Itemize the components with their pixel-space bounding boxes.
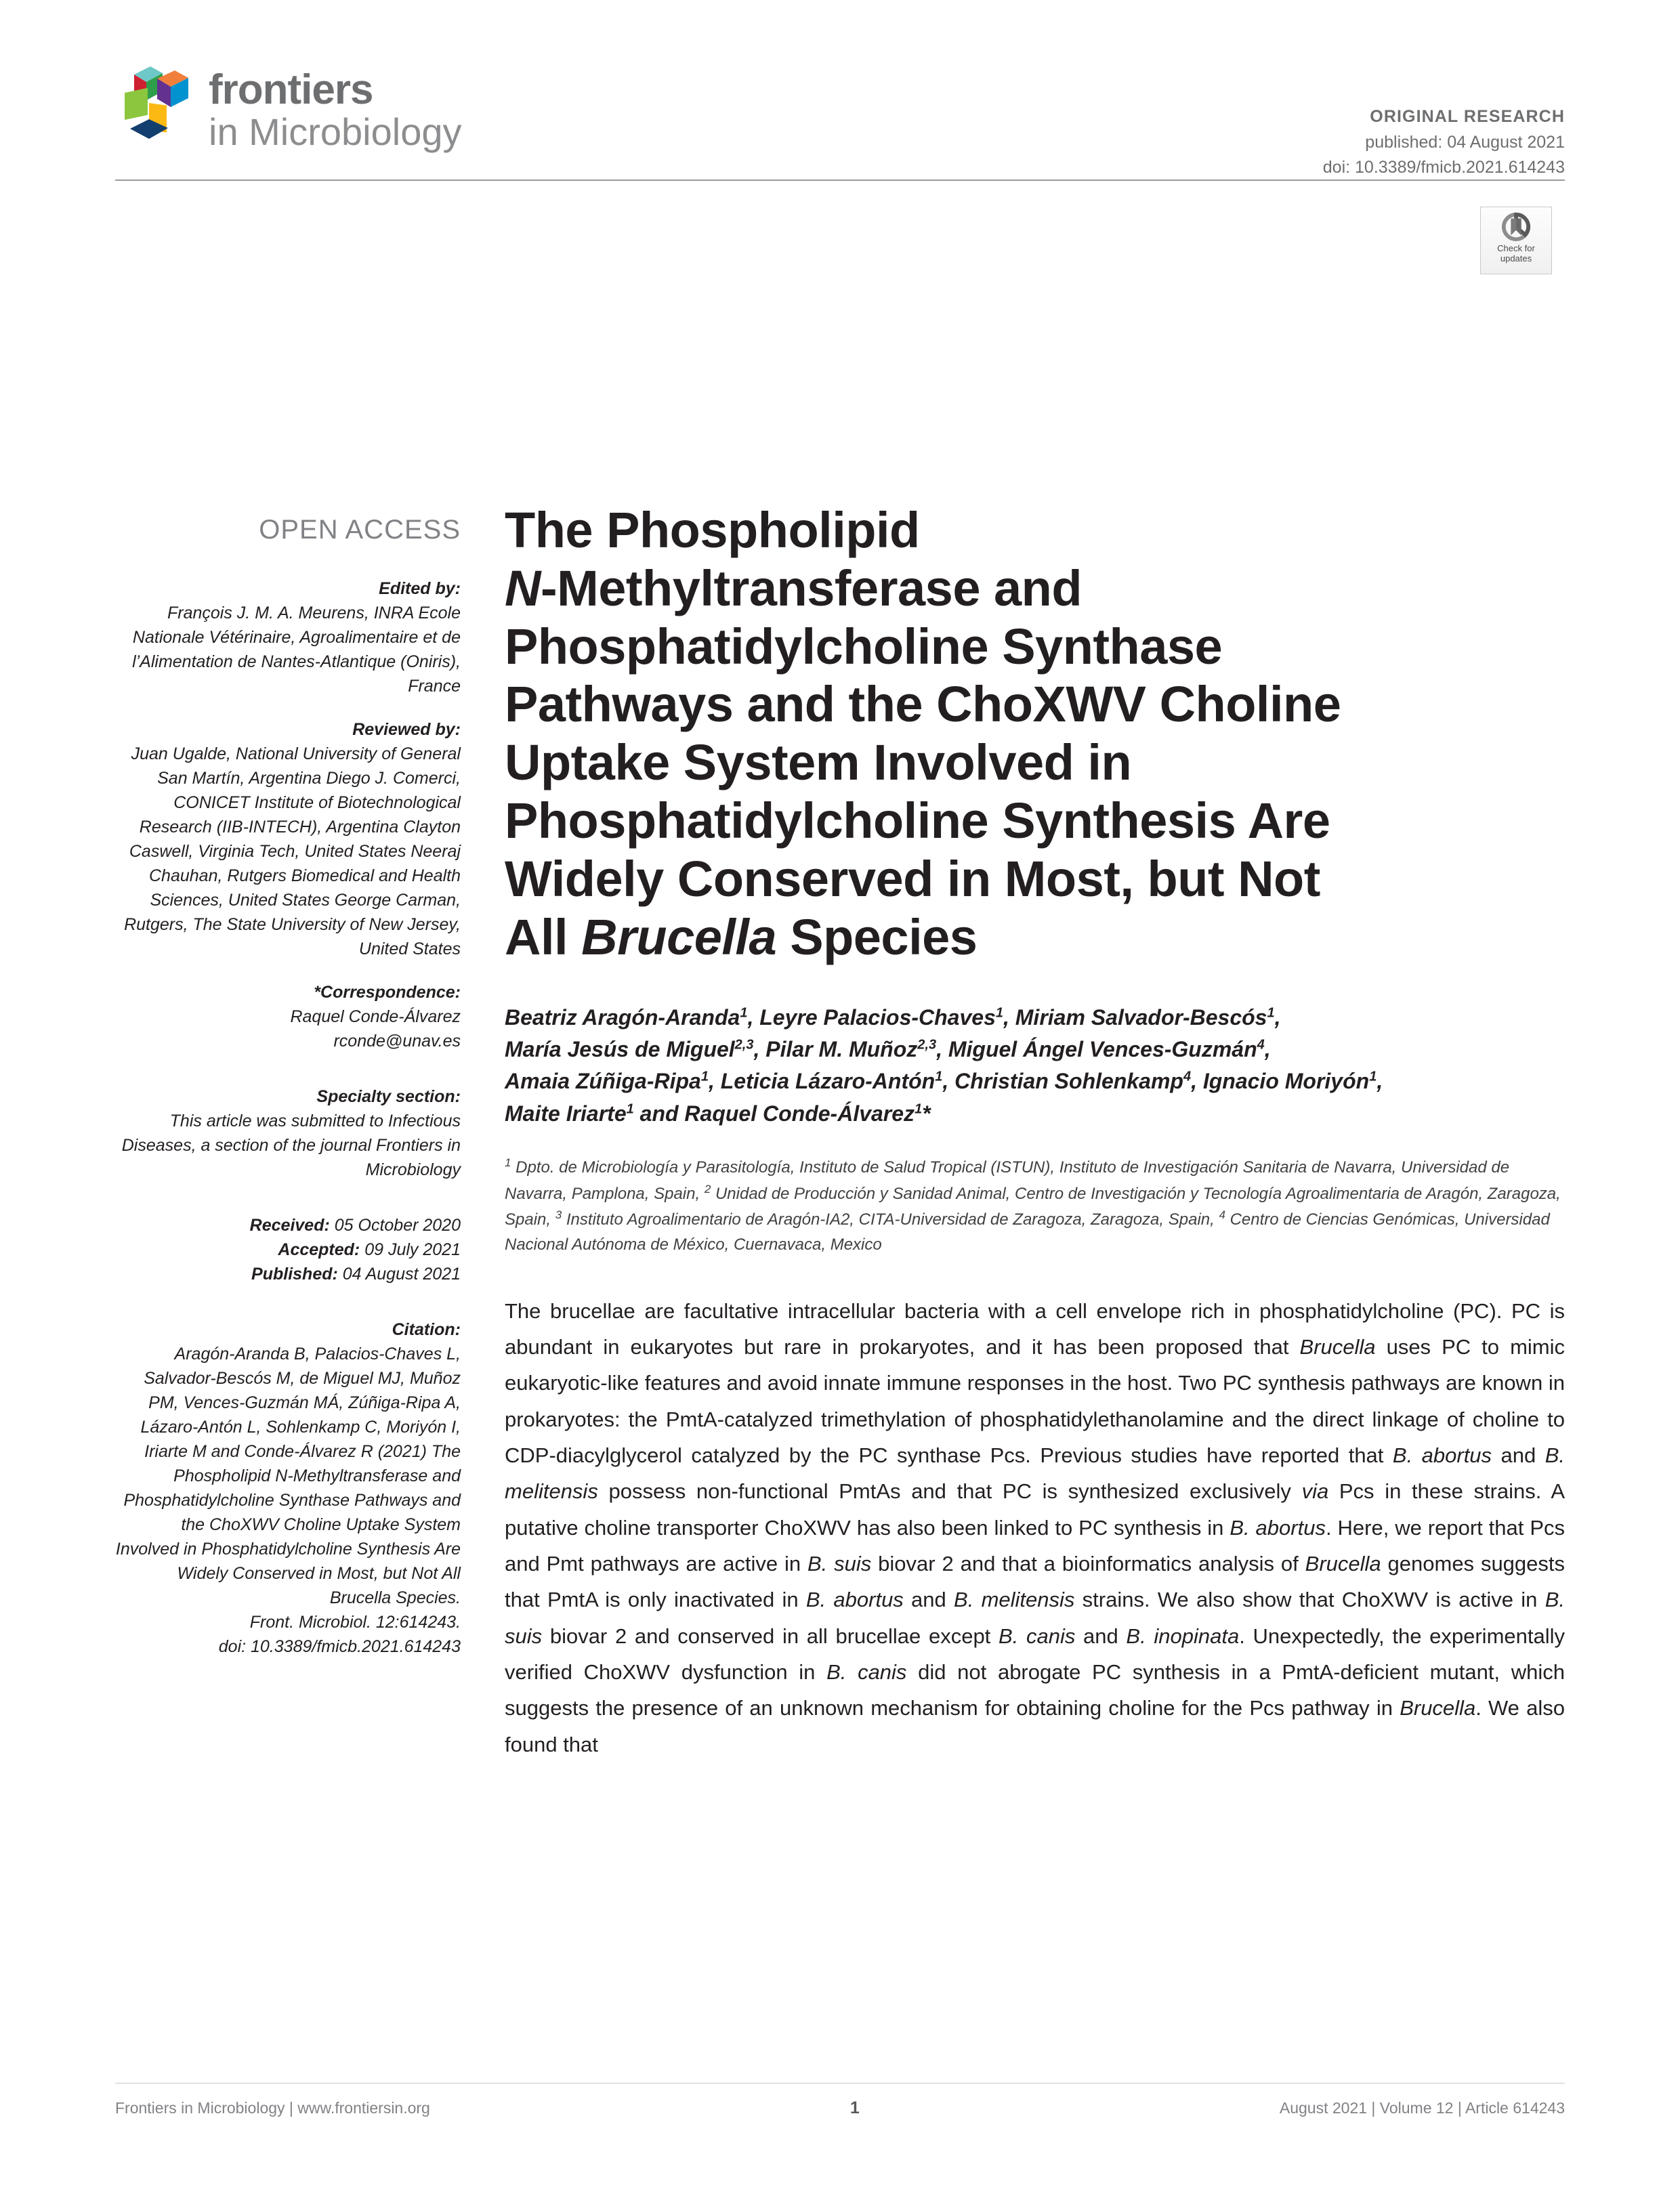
logo-journal-name: in Microbiology <box>209 110 462 154</box>
page-header <box>115 60 1565 177</box>
citation-text: Aragón-Aranda B, Palacios-Chaves L, Salvador-Bescós M, de Miguel MJ, Muñoz PM, Vences-Guzmán MÁ, Zúñiga-Ripa A, Lázaro-Antón L, Sohlenkamp C, Moriyón I, Iriarte M and Conde-Álvarez R (2021) The Phospholipid N-Methyltransferase and Phosphatidylcholine Synthase Pathways and the ChoXWV Choline Uptake System Involved in Phosphatidylcholine Synthesis Are Widely Conserved in Most, but Not All Brucella Species. <box>115 1345 461 1607</box>
correspondence-email[interactable]: rconde@unav.es <box>333 1032 461 1051</box>
correspondence-label: *Correspondence: <box>314 983 461 1002</box>
header-metadata <box>1323 104 1565 181</box>
crossmark-label <box>1497 244 1535 264</box>
accepted-label: Accepted: <box>278 1240 360 1259</box>
specialty-label: Specialty section: <box>316 1087 461 1106</box>
footer-volume-article: August 2021 | Volume 12 | Article 614243 <box>1279 2099 1565 2117</box>
page-number: 1 <box>849 2098 860 2117</box>
citation-journal: Front. Microbiol. 12:614243. <box>249 1613 461 1632</box>
accepted-value: 09 July 2021 <box>364 1240 461 1259</box>
journal-logo[interactable] <box>115 60 462 153</box>
header-divider <box>115 179 1565 181</box>
reviewed-by-label: Reviewed by: <box>352 720 461 739</box>
crossmark-line2: updates <box>1500 253 1532 263</box>
author-list: Beatriz Aragón-Aranda$^1$, Leyre Palacios-Chaves$^1$, Miriam Salvador-Bescós$^1$, María Jesús de Miguel$^{2,3}$, Pilar M. Muñoz$^{2,3}$, Miguel Ángel Vences-Guzmán$^4$, Amaia Zúñiga-Ripa$^1$, Leticia Lázaro-Antón$^1$, Christian Sohlenkamp$^4$, Ignacio Moriyón$^1$, Maite Iriarte$^1$ and Raquel Conde-Álvarez$^1$* <box>505 1004 1383 1126</box>
title-line-8-pre: All <box>505 908 582 965</box>
citation-doi[interactable]: doi: 10.3389/fmicb.2021.614243 <box>218 1637 461 1656</box>
reviewed-by-block <box>115 717 461 961</box>
title-italic-n: N <box>505 559 541 616</box>
page-title <box>505 501 1565 967</box>
title-line-6: Phosphatidylcholine Synthesis Are <box>505 792 1330 849</box>
footer-journal-url[interactable]: Frontiers in Microbiology | www.frontiersin.org <box>115 2099 430 2117</box>
specialty-value: This article was submitted to Infectious Diseases, a section of the journal Frontiers in Microbiology <box>121 1112 461 1179</box>
title-line-3: Phosphatidylcholine Synthase <box>505 618 1223 675</box>
edited-by-label: Edited by: <box>379 579 461 598</box>
correspondence-block <box>115 980 461 1053</box>
frontiers-logo-icon <box>115 60 198 146</box>
title-line-2: -Methyltransferase and <box>540 559 1083 616</box>
crossmark-line1: Check for <box>1497 243 1535 253</box>
specialty-section-block <box>115 1084 461 1182</box>
accepted-line <box>115 1238 461 1262</box>
citation-block <box>115 1317 461 1659</box>
title-line-7: Widely Conserved in Most, but Not <box>505 850 1320 907</box>
crossmark-icon <box>1500 211 1532 242</box>
published-label: Published: <box>251 1265 338 1284</box>
open-access-label: OPEN ACCESS <box>259 515 461 545</box>
title-line-8-post: Species <box>776 908 978 965</box>
published-date: published: 04 August 2021 <box>1365 132 1565 152</box>
title-line-4: Pathways and the ChoXWV Choline <box>505 676 1341 733</box>
main-column <box>505 501 1565 1762</box>
citation-label: Citation: <box>392 1320 461 1339</box>
dates-block <box>115 1213 461 1286</box>
received-label: Received: <box>249 1216 330 1235</box>
doi-text[interactable]: doi: 10.3389/fmicb.2021.614243 <box>1322 158 1565 177</box>
received-line <box>115 1213 461 1238</box>
title-line-1: The Phospholipid <box>505 502 920 558</box>
published-value: 04 August 2021 <box>342 1265 461 1284</box>
abstract-text: The brucellae are facultative intracellular bacteria with a cell envelope rich in phosphatidylcholine (PC). PC is abundant in eukaryotes but rare in prokaryotes, and it has been proposed that Brucella uses PC to mimic eukaryotic-like features and avoid innate immune responses in the host. Two PC synthesis pathways are known in prokaryotes: the PmtA-catalyzed trimethylation of phosphatidylethanolamine and the direct linkage of choline to CDP-diacylglycerol catalyzed by the PC synthase Pcs. Previous studies have reported that B. abortus and B. melitensis possess non-functional PmtAs and that PC is synthesized exclusively via Pcs in these strains. A putative choline transporter ChoXWV has also been linked to PC synthesis in B. abortus. Here, we report that Pcs and Pmt pathways are active in B. suis biovar 2 and that a bioinformatics analysis of Brucella genomes suggests that PmtA is only inactivated in B. abortus and B. melitensis strains. We also show that ChoXWV is active in B. suis biovar 2 and conserved in all brucellae except B. canis and B. inopinata. Unexpectedly, the experimentally verified ChoXWV dysfunction in B. canis did not abrogate PC synthesis in a PmtA-deficient mutant, which suggests the presence of an unknown mechanism for obtaining choline for the Pcs pathway in Brucella. We also found that <box>505 1298 1566 1756</box>
received-value: 05 October 2020 <box>334 1216 461 1235</box>
title-italic-brucella: Brucella <box>581 908 777 965</box>
edited-by-value: François J. M. A. Meurens, INRA Ecole Nationale Vétérinaire, Agroalimentaire et de l’Alimentation de Nantes-Atlantique (Oniris), France <box>132 604 461 696</box>
published-line <box>115 1262 461 1286</box>
title-line-5: Uptake System Involved in <box>505 734 1132 791</box>
edited-by-block <box>115 576 461 698</box>
correspondence-name: Raquel Conde-Álvarez <box>290 1007 461 1026</box>
logo-brand-text: frontiers <box>209 66 373 113</box>
page-footer <box>115 2098 1565 2118</box>
reviewed-by-value: Juan Ugalde, National University of General San Martín, Argentina Diego J. Comerci, CONICET Institute of Biotechnological Research (IIB-INTECH), Argentina Clayton Caswell, Virginia Tech, United States Neeraj Chauhan, Rutgers Biomedical and Health Sciences, United States George Carman, Rutgers, The State University of New Jersey, United States <box>124 744 461 958</box>
check-for-updates-badge[interactable] <box>1480 207 1552 274</box>
article-type-label: ORIGINAL RESEARCH <box>1370 107 1565 126</box>
sidebar <box>115 515 461 1678</box>
affiliations: $^1$ Dpto. de Microbiología y Parasitología, Instituto de Salud Tropical (ISTUN), Instituto de Investigación Sanitaria de Navarra, Universidad de Navarra, Pamplona, Spain, $^2$ Unidad de Producción y Sanidad Animal, Centro de Investigación y Tecnología Agroalimentaria de Aragón, Zaragoza, Spain, $^3$ Instituto Agroalimentario de Aragón-IA2, CITA-Universidad de Zaragoza, Zaragoza, Spain, $^4$ Centro de Ciencias Genómicas, Universidad Nacional Autónoma de México, Cuernavaca, Mexico <box>505 1156 1561 1254</box>
